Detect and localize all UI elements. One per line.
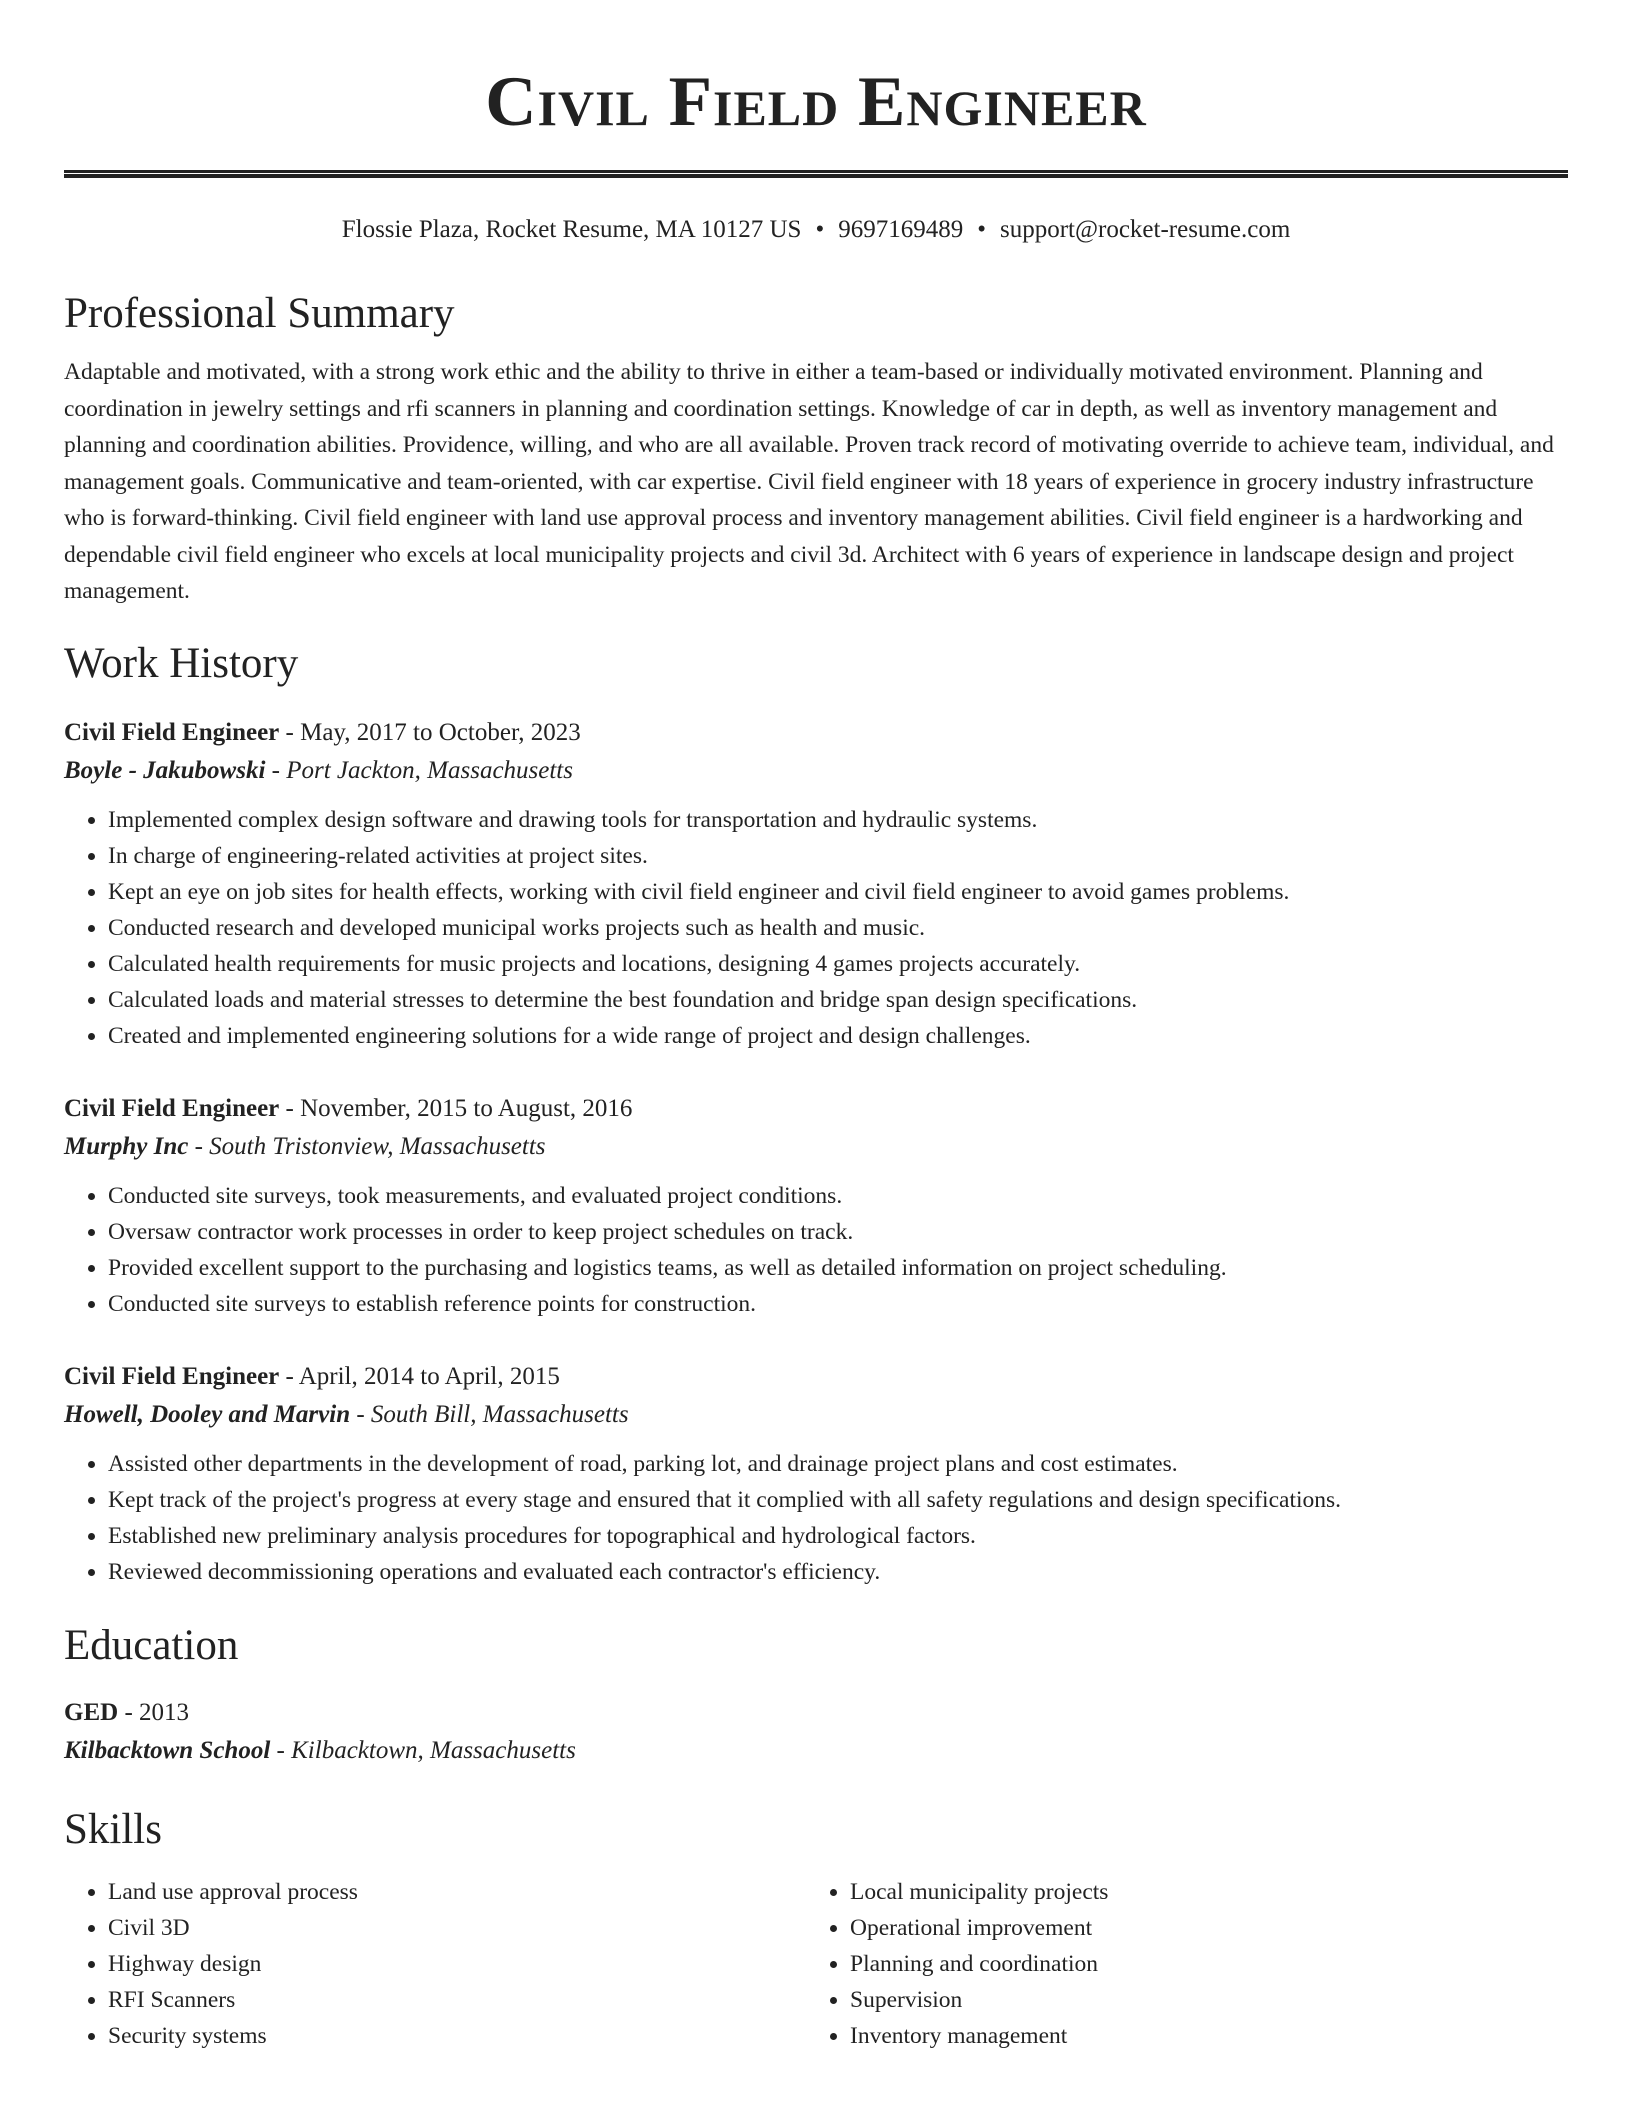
list-item: • Established new preliminary analysis procedures for topographical and hydrological factors.: [108, 1518, 1568, 1554]
skills-list-right: [806, 1874, 1548, 2054]
summary-text: Adaptable and motivated, with a strong work ethic and the ability to thrive in either a team-based or individually motivated environment. Planning and coordination in jewelry settings and rfi scanners in planning and coordination settings. Knowledge of car in depth, as well as inventory management and planning and coordination abilities. Providence, willing, and who are all available. Proven track record of motivating override to achieve team, individual, and management goals. Communicative and team-oriented, with car expertise. Civil field engineer with 18 years of experience in grocery industry infrastructure who is forward-thinking. Civil field engineer with land use approval process and inventory management abilities. Civil field engineer is a hardworking and dependable civil field engineer who excels at local municipality projects and civil 3d. Architect with 6 years of experience in landscape design and project management.: [64, 359, 1554, 604]
education-year: - 2013: [118, 1698, 190, 1726]
list-item: • Supervision: [850, 1982, 1548, 2018]
job-role: Civil Field Engineer: [64, 1362, 280, 1390]
list-item: • Implemented complex design software and drawing tools for transportation and hydraulic systems.: [108, 802, 1568, 838]
list-item: • Oversaw contractor work processes in order to keep project schedules on track.: [108, 1214, 1568, 1250]
education-school-line: [64, 1732, 1568, 1770]
education-school: Kilbacktown School: [64, 1736, 271, 1764]
list-item: • Reviewed decommissioning operations and evaluated each contractor's efficiency.: [108, 1554, 1568, 1590]
list-item: • Inventory management: [850, 2018, 1548, 2054]
header-double-rule: [64, 170, 1568, 178]
job-dates: - May, 2017 to October, 2023: [279, 718, 581, 746]
job-company-line: [64, 1128, 1568, 1166]
list-item: • Operational improvement: [850, 1910, 1548, 1946]
list-item: • In charge of engineering-related activities at project sites.: [108, 838, 1568, 874]
job-company-line: [64, 752, 1568, 790]
education-degree: GED: [64, 1698, 119, 1726]
job-company: Howell, Dooley and Marvin: [64, 1400, 351, 1428]
list-item: • Created and implemented engineering solutions for a wide range of project and design challenges.: [108, 1018, 1568, 1054]
job-location: - South Tristonview, Massachusetts: [188, 1132, 546, 1160]
list-item: • Calculated loads and material stresses to determine the best foundation and bridge span design specifications.: [108, 982, 1568, 1018]
section-title-summary: Professional Summary: [64, 290, 455, 337]
job-title-line: [64, 714, 1568, 752]
job-bullets: [64, 802, 1568, 1054]
job-company-line: [64, 1396, 1568, 1434]
list-item: • Security systems: [108, 2018, 806, 2054]
job-dates: - November, 2015 to August, 2016: [279, 1094, 633, 1122]
list-item: • Kept an eye on job sites for health effects, working with civil field engineer and civil field engineer to avoid games problems.: [108, 874, 1568, 910]
contact-separator: •: [977, 216, 986, 243]
job-title-line: [64, 1358, 1568, 1396]
list-item: • Planning and coordination: [850, 1946, 1548, 1982]
contact-separator: •: [815, 216, 825, 243]
list-item: • Kept track of the project's progress at every stage and ensured that it complied with all safety regulations and design specifications.: [108, 1482, 1568, 1518]
contact-line: [64, 214, 1568, 246]
job-location: - Port Jackton, Massachusetts: [265, 756, 573, 784]
job-entry: [64, 1090, 1568, 1322]
contact-phone: 9697169489: [838, 216, 964, 243]
job-title-line: [64, 1090, 1568, 1128]
list-item: • Provided excellent support to the purchasing and logistics teams, as well as detailed information on project scheduling.: [108, 1250, 1568, 1286]
job-company: Murphy Inc: [64, 1132, 189, 1160]
skills-list-left: [64, 1874, 806, 2054]
skills-columns: [64, 1874, 1568, 2054]
job-role: Civil Field Engineer: [64, 1094, 280, 1122]
list-item: • Conducted site surveys, took measurements, and evaluated project conditions.: [108, 1178, 1568, 1214]
list-item: • Conducted research and developed municipal works projects such as health and music.: [108, 910, 1568, 946]
list-item: • Conducted site surveys to establish reference points for construction.: [108, 1286, 1568, 1322]
job-bullets: [64, 1178, 1568, 1322]
list-item: • Assisted other departments in the development of road, parking lot, and drainage project plans and cost estimates.: [108, 1446, 1568, 1482]
education-location: - Kilbacktown, Massachusetts: [270, 1736, 576, 1764]
job-location: - South Bill, Massachusetts: [350, 1400, 629, 1428]
list-item: • Calculated health requirements for music projects and locations, designing 4 games projects accurately.: [108, 946, 1568, 982]
job-dates: - April, 2014 to April, 2015: [279, 1362, 560, 1390]
list-item: • RFI Scanners: [108, 1982, 806, 2018]
list-item: • Civil 3D: [108, 1910, 806, 1946]
job-entry: [64, 714, 1568, 1054]
job-bullets: [64, 1446, 1568, 1590]
contact-address: Flossie Plaza, Rocket Resume, MA 10127 US: [341, 216, 802, 243]
section-title-work-history: Work History: [64, 639, 299, 687]
list-item: • Land use approval process: [108, 1874, 806, 1910]
job-company: Boyle - Jakubowski: [64, 756, 266, 784]
job-role: Civil Field Engineer: [64, 718, 280, 746]
contact-email: support@rocket-resume.com: [999, 216, 1291, 243]
list-item: • Highway design: [108, 1946, 806, 1982]
section-title-education: Education: [64, 1621, 239, 1669]
job-entry: [64, 1358, 1568, 1590]
list-item: • Local municipality projects: [850, 1874, 1548, 1910]
section-title-skills: Skills: [64, 1805, 162, 1853]
resume-name: Civil Field Engineer: [485, 63, 1147, 141]
education-entry: [64, 1694, 1568, 1770]
education-degree-line: [64, 1694, 1568, 1732]
